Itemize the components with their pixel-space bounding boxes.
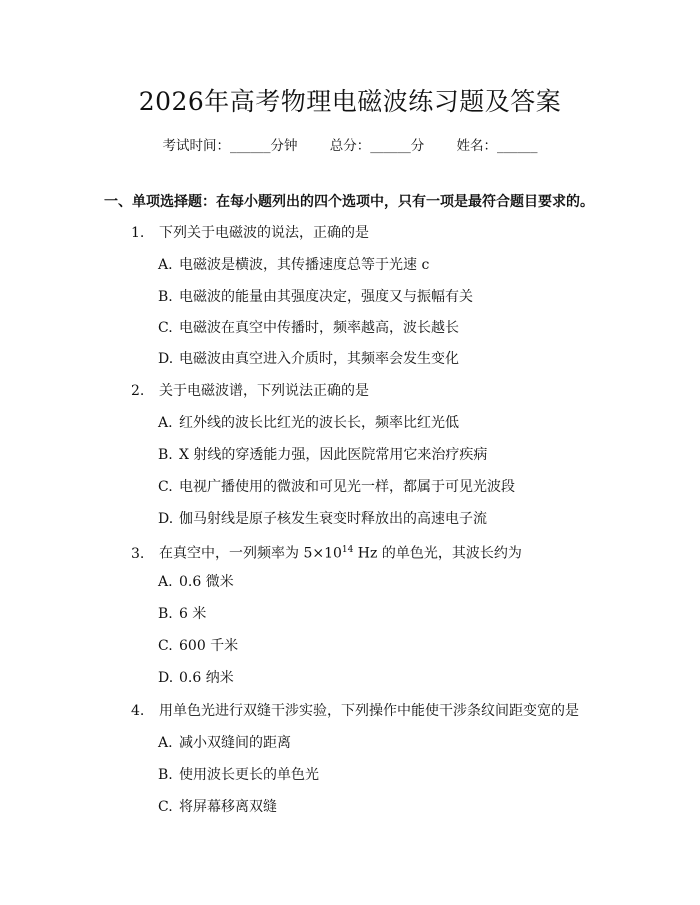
exam-info-line: [0, 134, 700, 154]
option-letter: C.: [158, 479, 173, 495]
exam-time-field: 考试时间：______分钟: [162, 138, 298, 154]
option-text: 电磁波在真空中传播时，频率越高，波长越长: [179, 320, 459, 336]
option-letter: D.: [158, 670, 174, 686]
option-text: 0.6 微米: [179, 574, 234, 590]
option-letter: A.: [158, 574, 173, 590]
question-stem-part2: Hz 的单色光，其波长约为: [353, 545, 522, 562]
option-3c: [158, 636, 238, 656]
option-4a: [158, 733, 291, 753]
exponent: 14: [341, 545, 354, 555]
question-4: [131, 701, 579, 721]
option-3b: [158, 604, 206, 624]
option-text: 电磁波是横波，其传播速度总等于光速 c: [179, 257, 430, 273]
option-1b: [158, 287, 473, 307]
page-title: 2026年高考物理电磁波练习题及答案: [138, 87, 562, 116]
option-text: X 射线的穿透能力强，因此医院常用它来治疗疾病: [179, 447, 488, 463]
total-score-field: 总分：______分: [329, 138, 425, 154]
option-text: 电磁波的能量由其强度决定，强度又与振幅有关: [179, 289, 473, 305]
option-letter: C.: [158, 320, 173, 336]
student-name-field: 姓名：______: [456, 138, 538, 154]
option-letter: A.: [158, 735, 173, 751]
option-2a: [158, 413, 459, 433]
question-stem-part1: 在真空中，一列频率为 5×10: [159, 545, 342, 562]
option-text: 电磁波由真空进入介质时，其频率会发生变化: [179, 351, 459, 367]
question-number: 4.: [131, 703, 145, 719]
option-text: 伽马射线是原子核发生衰变时释放出的高速电子流: [179, 511, 487, 527]
option-1c: [158, 318, 459, 338]
option-3d: [158, 668, 234, 688]
question-number: 1.: [131, 225, 145, 241]
question-2: [131, 381, 369, 401]
option-letter: B.: [158, 606, 173, 622]
question-3: [131, 540, 522, 564]
option-2d: [158, 509, 487, 529]
question-1: [131, 223, 369, 243]
option-text: 6 米: [179, 606, 207, 622]
option-text: 红外线的波长比红光的波长长，频率比红光低: [179, 415, 459, 431]
option-letter: A.: [158, 415, 173, 431]
option-letter: C.: [158, 799, 173, 815]
question-number: 2.: [131, 383, 145, 399]
option-text: 电视广播使用的微波和可见光一样，都属于可见光波段: [179, 479, 515, 495]
option-3a: [158, 572, 234, 592]
option-letter: A.: [158, 257, 173, 273]
question-stem: 用单色光进行双缝干涉实验，下列操作中能使干涉条纹间距变宽的是: [159, 703, 579, 719]
option-letter: C.: [158, 638, 173, 654]
option-text: 将屏幕移离双缝: [179, 799, 277, 815]
question-stem: 关于电磁波谱，下列说法正确的是: [159, 383, 369, 399]
option-letter: D.: [158, 511, 174, 527]
option-2c: [158, 477, 515, 497]
option-letter: B.: [158, 767, 173, 783]
option-4b: [158, 765, 319, 785]
question-stem: 下列关于电磁波的说法，正确的是: [159, 225, 369, 241]
option-1a: [158, 255, 429, 275]
option-1d: [158, 349, 459, 369]
option-text: 0.6 纳米: [179, 670, 234, 686]
option-text: 600 千米: [179, 638, 239, 654]
option-4c: [158, 797, 277, 817]
option-2b: [158, 445, 487, 465]
option-text: 使用波长更长的单色光: [179, 767, 319, 783]
section-heading: 一、单项选择题：在每小题列出的四个选项中，只有一项是最符合题目要求的。: [104, 194, 594, 210]
option-letter: B.: [158, 447, 173, 463]
option-text: 减小双缝间的距离: [179, 735, 291, 751]
option-letter: B.: [158, 289, 173, 305]
question-number: 3.: [131, 545, 145, 562]
option-letter: D.: [158, 351, 174, 367]
